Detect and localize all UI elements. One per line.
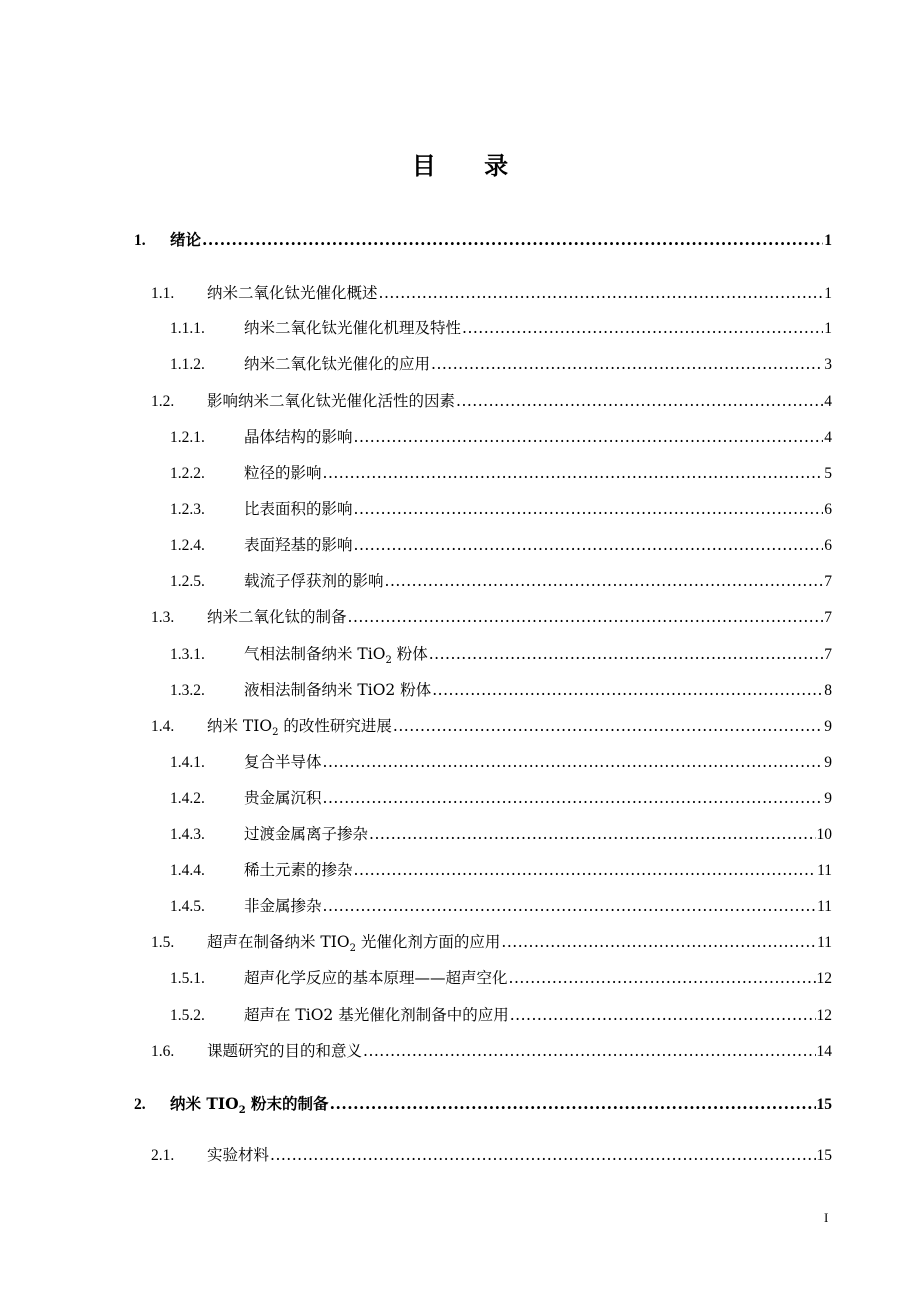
toc-entry-number: 1.4.1.	[170, 754, 205, 771]
toc-entry-page: 12	[816, 1007, 832, 1024]
toc-entry-1-4-2[interactable]	[170, 787, 832, 810]
toc-entry-title: 复合半导体	[244, 753, 322, 771]
toc-entry-page: 14	[816, 1043, 832, 1060]
toc-entry-number: 1.4.3.	[170, 826, 205, 843]
toc-entry-number: 1.2.4.	[170, 537, 205, 554]
toc-entry-title: 影响纳米二氧化钛光催化活性的因素	[207, 392, 456, 410]
toc-entry-page: 7	[824, 646, 832, 663]
toc-entry-page: 6	[824, 537, 832, 554]
toc-entry-1-1-1[interactable]	[170, 317, 832, 340]
toc-entry-1-5-2[interactable]	[170, 1004, 832, 1027]
leader-dots	[354, 498, 824, 520]
leader-dots	[323, 462, 824, 484]
leader-dots	[385, 570, 824, 592]
toc-entry-title: 液相法制备纳米 TiO2 粉体	[244, 681, 432, 699]
leader-dots	[369, 823, 815, 845]
toc-entry-number: 1.2.3.	[170, 501, 205, 518]
leader-dots	[393, 715, 823, 737]
toc-entry-number: 2.1.	[151, 1147, 175, 1164]
toc-entry-number: 1.2.	[151, 393, 175, 410]
toc-entry-number: 1.5.2.	[170, 1007, 205, 1024]
toc-entry-number: 1.2.1.	[170, 429, 205, 446]
leader-dots	[363, 1040, 815, 1062]
toc-entry-1-2-5[interactable]	[170, 570, 832, 593]
toc-entry-page: 4	[824, 393, 832, 410]
toc-entry-number: 1.6.	[151, 1043, 175, 1060]
leader-dots	[456, 390, 823, 412]
toc-entry-number: 1.4.5.	[170, 898, 205, 915]
toc-entry-1-2-2[interactable]	[170, 462, 832, 485]
leader-dots	[323, 895, 817, 917]
toc-entry-title: 过渡金属离子掺杂	[244, 825, 369, 843]
toc-entry-page: 5	[824, 465, 832, 482]
leader-dots	[354, 534, 824, 556]
toc-entry-1-1[interactable]	[151, 282, 832, 305]
toc-entry-1-5-1[interactable]	[170, 967, 832, 990]
toc-entry-1-2[interactable]	[151, 390, 832, 413]
toc-entry-2-1[interactable]	[151, 1144, 832, 1167]
toc-entry-page: 3	[824, 356, 832, 373]
toc-entry-number: 2.	[134, 1096, 146, 1113]
page-number: I	[824, 1210, 829, 1225]
leader-dots	[354, 859, 817, 881]
leader-dots	[501, 931, 816, 953]
toc-entry-1-4-5[interactable]	[170, 895, 832, 918]
toc-entry-number: 1.4.4.	[170, 862, 205, 879]
toc-entry-number: 1.3.2.	[170, 682, 205, 699]
toc-entry-title: 贵金属沉积	[244, 789, 322, 807]
toc-entry-title: 纳米二氧化钛光催化概述	[207, 284, 378, 302]
leader-dots	[348, 606, 824, 628]
toc-entry-number: 1.5.1.	[170, 970, 205, 987]
leader-dots	[330, 1093, 816, 1115]
toc-entry-title: 粒径的影响	[244, 464, 322, 482]
leader-dots	[509, 967, 816, 989]
toc-entry-1-3-1[interactable]	[170, 643, 832, 666]
toc-entry-title: 纳米 $TIO_2$ 的改性研究进展	[207, 717, 392, 739]
toc-entry-page: 7	[824, 609, 832, 626]
toc-entry-page: 1	[824, 320, 832, 337]
toc-entry-1-3-2[interactable]	[170, 679, 832, 702]
leader-dots	[323, 751, 824, 773]
toc-entry-title: 表面羟基的影响	[244, 536, 353, 554]
toc-entry-1-6[interactable]	[151, 1040, 832, 1063]
leader-dots	[431, 353, 823, 375]
leader-dots	[270, 1144, 815, 1166]
toc-entry-page: 11	[817, 862, 832, 879]
toc-entry-1[interactable]	[134, 229, 832, 252]
toc-entry-title: 超声化学反应的基本原理——超声空化	[244, 969, 508, 987]
toc-entry-title: 超声在制备纳米 $TIO_2$ 光催化剂方面的应用	[207, 933, 501, 955]
toc-entry-1-2-4[interactable]	[170, 534, 832, 557]
toc-entry-page: 9	[824, 718, 832, 735]
leader-dots	[462, 317, 823, 339]
toc-entry-title: 载流子俘获剂的影响	[244, 572, 384, 590]
toc-entry-2[interactable]	[134, 1093, 832, 1116]
toc-entry-title: 超声在 TiO2 基光催化剂制备中的应用	[244, 1006, 509, 1024]
toc-entry-1-2-3[interactable]	[170, 498, 832, 521]
toc-entry-page: 15	[816, 1147, 832, 1164]
toc-entry-1-4-1[interactable]	[170, 751, 832, 774]
leader-dots	[323, 787, 824, 809]
toc-entry-1-3[interactable]	[151, 606, 832, 629]
toc-entry-number: 1.3.1.	[170, 646, 205, 663]
toc-entry-1-5[interactable]	[151, 931, 832, 954]
toc-entry-number: 1.1.	[151, 285, 175, 302]
toc-entry-number: 1.4.	[151, 718, 175, 735]
toc-entry-title: 纳米二氧化钛的制备	[207, 608, 347, 626]
toc-entry-title: 纳米二氧化钛光催化机理及特性	[244, 319, 462, 337]
leader-dots	[510, 1004, 816, 1026]
toc-entry-number: 1.2.5.	[170, 573, 205, 590]
leader-dots	[202, 229, 823, 251]
toc-entry-title: 实验材料	[207, 1146, 270, 1164]
toc-entry-title: 绪论	[170, 230, 202, 249]
toc-entry-title: 晶体结构的影响	[244, 428, 353, 446]
toc-entry-number: 1.1.2.	[170, 356, 205, 373]
toc-entry-page: 10	[816, 826, 832, 843]
toc-entry-page: 4	[824, 429, 832, 446]
toc-entry-page: 12	[816, 970, 832, 987]
leader-dots	[379, 282, 824, 304]
toc-entry-1-4-4[interactable]	[170, 859, 832, 882]
toc-entry-1-4-3[interactable]	[170, 823, 832, 846]
toc-entry-title: 课题研究的目的和意义	[207, 1042, 363, 1060]
toc-entry-title: 纳米 $TIO_2$ 粉末的制备	[170, 1094, 329, 1117]
leader-dots	[432, 679, 823, 701]
toc-entry-number: 1.3.	[151, 609, 175, 626]
toc-entry-title: 非金属掺杂	[244, 897, 322, 915]
toc-entry-title: 气相法制备纳米 TiO$_2$ 粉体	[244, 645, 428, 667]
page-title: 目 录	[411, 151, 529, 180]
toc-entry-page: 11	[817, 898, 832, 915]
toc-entry-page: 9	[824, 790, 832, 807]
toc-entry-number: 1.1.1.	[170, 320, 205, 337]
toc-entry-page: 7	[824, 573, 832, 590]
toc-entry-number: 1.	[134, 232, 146, 249]
leader-dots	[429, 643, 824, 665]
toc-entry-1-4[interactable]	[151, 715, 832, 738]
toc-entry-number: 1.5.	[151, 934, 175, 951]
toc-entry-title: 比表面积的影响	[244, 500, 353, 518]
toc-entry-number: 1.2.2.	[170, 465, 205, 482]
toc-entry-page: 9	[824, 754, 832, 771]
toc-entry-page: 1	[824, 232, 832, 249]
toc-entry-page: 8	[824, 682, 832, 699]
toc-entry-page: 1	[824, 285, 832, 302]
toc-entry-page: 15	[816, 1096, 832, 1113]
toc-entry-1-2-1[interactable]	[170, 426, 832, 449]
toc-entry-page: 11	[817, 934, 832, 951]
toc-entry-number: 1.4.2.	[170, 790, 205, 807]
toc-entry-1-1-2[interactable]	[170, 353, 832, 376]
leader-dots	[354, 426, 824, 448]
toc-entry-title: 纳米二氧化钛光催化的应用	[244, 355, 431, 373]
toc-entry-page: 6	[824, 501, 832, 518]
toc-entry-title: 稀土元素的掺杂	[244, 861, 353, 879]
